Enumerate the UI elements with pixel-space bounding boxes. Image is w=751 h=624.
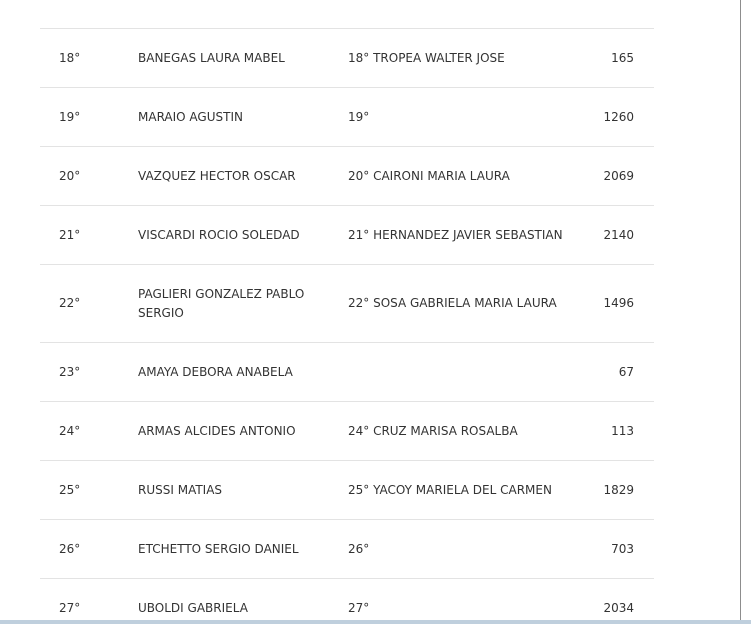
- table-row: [40, 87, 654, 146]
- candidate-name-cell: VAZQUEZ HECTOR OSCAR: [138, 168, 296, 183]
- position-cell: 24°: [59, 423, 81, 438]
- position-cell: 21°: [59, 227, 81, 242]
- number-cell: 2140: [603, 227, 634, 242]
- candidate-name-cell: RUSSI MATIAS: [138, 482, 223, 497]
- table-row: [40, 401, 654, 460]
- table-row: [40, 205, 654, 264]
- table-row: [40, 28, 654, 87]
- candidate-name-cell: BANEGAS LAURA MABEL: [138, 50, 285, 65]
- candidate-name-cell: MARAIO AGUSTIN: [138, 109, 243, 124]
- substitute-cell: 22° SOSA GABRIELA MARIA LAURA: [348, 296, 557, 310]
- table-row: [40, 342, 654, 401]
- candidate-name-cell: ARMAS ALCIDES ANTONIO: [138, 423, 296, 438]
- table-row: [40, 264, 654, 342]
- table-row: [40, 519, 654, 578]
- position-cell: 22°: [59, 296, 81, 310]
- number-cell: 165: [611, 50, 634, 65]
- substitute-cell: [348, 343, 588, 401]
- number-cell: 2069: [603, 168, 634, 183]
- substitute-cell: 25° YACOY MARIELA DEL CARMEN: [348, 482, 552, 497]
- table-row: [40, 146, 654, 205]
- substitute-cell: 18° TROPEA WALTER JOSE: [348, 50, 505, 65]
- position-cell: 20°: [59, 168, 81, 183]
- position-cell: 23°: [59, 364, 81, 379]
- number-cell: 2034: [603, 600, 634, 615]
- substitute-cell: 27°: [348, 600, 370, 615]
- number-cell: 1829: [603, 482, 634, 497]
- position-cell: 25°: [59, 482, 81, 497]
- window-bottom-edge: [0, 620, 751, 624]
- candidate-name-cell: PAGLIERI GONZALEZ PABLO SERGIO: [138, 286, 305, 320]
- candidate-name-cell: ETCHETTO SERGIO DANIEL: [138, 541, 299, 556]
- position-cell: 27°: [59, 600, 81, 615]
- substitute-cell: 21° HERNANDEZ JAVIER SEBASTIAN: [348, 227, 563, 242]
- table-row: [40, 460, 654, 519]
- position-cell: 26°: [59, 541, 81, 556]
- position-cell: 19°: [59, 109, 81, 124]
- candidate-name-cell: AMAYA DEBORA ANABELA: [138, 364, 293, 379]
- substitute-cell: 24° CRUZ MARISA ROSALBA: [348, 423, 518, 438]
- number-cell: 703: [611, 541, 634, 556]
- candidate-name-cell: VISCARDI ROCIO SOLEDAD: [138, 227, 300, 242]
- number-cell: 1496: [603, 296, 634, 310]
- substitute-cell: 19°: [348, 109, 370, 124]
- candidate-name-cell: UBOLDI GABRIELA: [138, 600, 248, 615]
- window-right-border: [740, 0, 741, 624]
- results-table: [40, 28, 654, 624]
- number-cell: 113: [611, 423, 634, 438]
- substitute-cell: 26°: [348, 541, 370, 556]
- number-cell: 67: [618, 364, 634, 379]
- table-row: [40, 578, 654, 624]
- position-cell: 18°: [59, 50, 81, 65]
- number-cell: 1260: [603, 109, 634, 124]
- substitute-cell: 20° CAIRONI MARIA LAURA: [348, 168, 510, 183]
